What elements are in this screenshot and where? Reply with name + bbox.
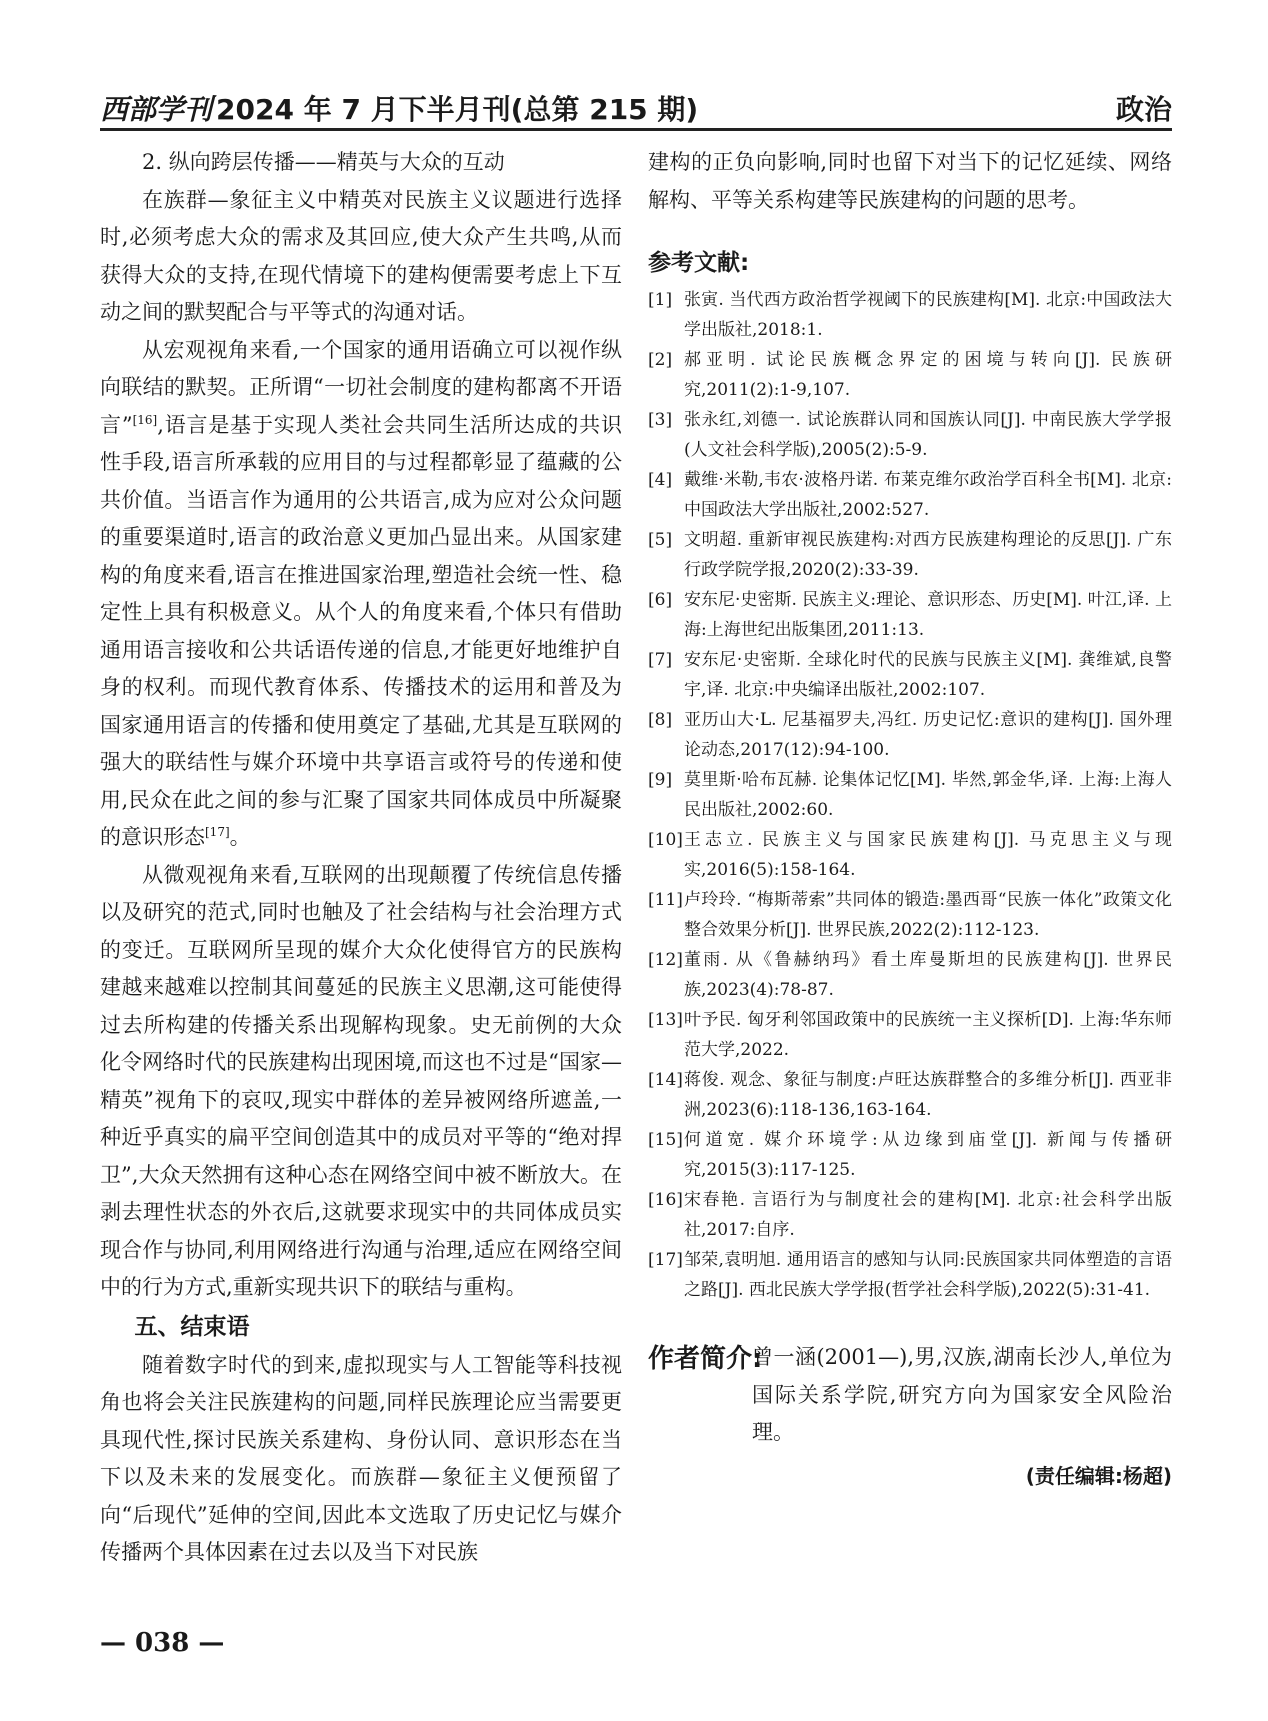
reference-number: [6] bbox=[648, 590, 673, 610]
reference-item bbox=[648, 945, 1172, 1005]
reference-number: [5] bbox=[648, 530, 673, 550]
reference-number: [16] bbox=[648, 1190, 683, 1210]
reference-text: 叶予民. 匈牙利邻国政策中的民族统一主义探析[D]. 上海:华东师范大学,2022. bbox=[684, 1010, 1172, 1060]
author-text: 曾一涵(2001—),男,汉族,湖南长沙人,单位为国际关系学院,研究方向为国家安全风险治理。 bbox=[752, 1345, 1172, 1444]
reference-item bbox=[648, 285, 1172, 345]
reference-item bbox=[648, 1125, 1172, 1185]
issue-info: 2024 年 7 月下半月刊(总第 215 期) bbox=[216, 93, 699, 126]
journal-logo: 西部学刊 bbox=[100, 93, 213, 126]
paragraph bbox=[100, 332, 622, 857]
reference-item bbox=[648, 1065, 1172, 1125]
reference-text: 安东尼·史密斯. 全球化时代的民族与民族主义[M]. 龚维斌,良警宇,译. 北京:中央编译出版社,2002:107. bbox=[684, 650, 1172, 700]
reference-number: [3] bbox=[648, 410, 673, 430]
reference-number: [11] bbox=[648, 890, 683, 910]
reference-number: [15] bbox=[648, 1130, 683, 1150]
paragraph-text: 。 bbox=[229, 825, 251, 849]
reference-text: 郝亚明. 试论民族概念界定的困境与转向[J]. 民族研究,2011(2):1-9,107. bbox=[684, 350, 1172, 400]
reference-text: 蒋俊. 观念、象征与制度:卢旺达族群整合的多维分析[J]. 西亚非洲,2023(6):118-136,163-164. bbox=[684, 1070, 1172, 1120]
reference-item bbox=[648, 825, 1172, 885]
reference-number: [1] bbox=[648, 290, 673, 310]
reference-text: 王志立. 民族主义与国家民族建构[J]. 马克思主义与现实,2016(5):158-164. bbox=[684, 830, 1172, 880]
reference-item bbox=[648, 885, 1172, 945]
author-label: 作者简介: bbox=[648, 1344, 763, 1374]
citation: [17] bbox=[205, 825, 230, 839]
reference-text: 何道宽. 媒介环境学:从边缘到庙堂[J]. 新闻与传播研究,2015(3):117-125. bbox=[684, 1130, 1172, 1180]
reference-number: [8] bbox=[648, 710, 673, 730]
reference-number: [12] bbox=[648, 950, 683, 970]
paragraph-text: ,语言是基于实现人类社会共同生活所达成的共识性手段,语言所承载的应用目的与过程都彰显了蕴藏的公共价值。当语言作为通用的公共语言,成为应对公众问题的重要渠道时,语言的政治意义更加凸显出来。从国家建构的角度来看,语言在推进国家治理,塑造社会统一性、稳定性上具有积极意义。从个人的角度来看,个体只有借助通用语言接收和公共话语传递的信息,才能更好地维护自身的权利。而现代教育体系、传播技术的运用和普及为国家通用语言的传播和使用奠定了基础,尤其是互联网的强大的联结性与媒介环境中共享语言或符号的传递和使用,民众在此之间的参与汇聚了国家共同体成员中所凝聚的意识形态 bbox=[100, 412, 622, 849]
subheading: 2. 纵向跨层传播——精英与大众的互动 bbox=[142, 150, 505, 174]
citation: [16] bbox=[132, 412, 158, 427]
reference-text: 戴维·米勒,韦农·波格丹诺. 布莱克维尔政治学百科全书[M]. 北京:中国政法大学出版社,2002:527. bbox=[684, 470, 1172, 520]
reference-text: 亚历山大·L. 尼基福罗夫,冯红. 历史记忆:意识的建构[J]. 国外理论动态,2017(12):94-100. bbox=[684, 710, 1172, 760]
reference-item bbox=[648, 345, 1172, 405]
reference-number: [13] bbox=[648, 1010, 683, 1030]
reference-text: 文明超. 重新审视民族建构:对西方民族建构理论的反思[J]. 广东行政学院学报,2020(2):33-39. bbox=[684, 530, 1172, 580]
masthead bbox=[100, 88, 698, 128]
reference-text: 张寅. 当代西方政治哲学视阈下的民族建构[M]. 北京:中国政法大学出版社,2018:1. bbox=[684, 290, 1172, 340]
section-label: 政治 bbox=[1115, 93, 1172, 126]
responsible-editor: (责任编辑:杨超) bbox=[1025, 1463, 1172, 1488]
reference-item bbox=[648, 705, 1172, 765]
reference-item bbox=[648, 525, 1172, 585]
paragraph: 在族群—象征主义中精英对民族主义议题进行选择时,必须考虑大众的需求及其回应,使大众产生共鸣,从而获得大众的支持,在现代情境下的建构便需要考虑上下互动之间的默契配合与平等式的沟通对话。 bbox=[100, 187, 622, 324]
reference-item bbox=[648, 405, 1172, 465]
reference-number: [14] bbox=[648, 1070, 683, 1090]
reference-number: [4] bbox=[648, 470, 673, 490]
header-rule bbox=[100, 128, 1172, 131]
reference-text: 张永红,刘德一. 试论族群认同和国族认同[J]. 中南民族大学学报(人文社会科学版),2005(2):5-9. bbox=[684, 410, 1172, 460]
reference-number: [9] bbox=[648, 770, 673, 790]
reference-number: [2] bbox=[648, 350, 673, 370]
reference-number: [10] bbox=[648, 830, 683, 850]
reference-item bbox=[648, 465, 1172, 525]
paragraph: 随着数字时代的到来,虚拟现实与人工智能等科技视角也将会关注民族建构的问题,同样民族理论应当需要更具现代性,探讨民族关系建构、身份认同、意识形态在当下以及未来的发展变化。而族群—象征主义便预留了向“后现代”延伸的空间,因此本文选取了历史记忆与媒介传播两个具体因素在过去以及当下对民族 bbox=[100, 1352, 622, 1564]
reference-number: [7] bbox=[648, 650, 673, 670]
reference-item bbox=[648, 1005, 1172, 1065]
section-heading: 五、结束语 bbox=[134, 1313, 250, 1340]
reference-text: 邹荣,袁明旭. 通用语言的感知与认同:民族国家共同体塑造的言语之路[J]. 西北民族大学学报(哲学社会科学版),2022(5):31-41. bbox=[684, 1250, 1172, 1300]
paragraph-text: 从宏观视角来看,一个国家的通用语确立可以视作纵向联结的默契。正所谓“一切社会制度的建构都离不开语言” bbox=[100, 337, 622, 437]
reference-text: 莫里斯·哈布瓦赫. 论集体记忆[M]. 毕然,郭金华,译. 上海:上海人民出版社,2002:60. bbox=[684, 770, 1172, 820]
reference-number: [17] bbox=[648, 1250, 683, 1270]
reference-item bbox=[648, 765, 1172, 825]
reference-text: 安东尼·史密斯. 民族主义:理论、意识形态、历史[M]. 叶江,译. 上海:上海世纪出版集团,2011:13. bbox=[684, 590, 1172, 640]
reference-item bbox=[648, 645, 1172, 705]
page-header bbox=[100, 86, 1172, 126]
left-column bbox=[100, 144, 622, 1572]
reference-text: 卢玲玲. “梅斯蒂索”共同体的锻造:墨西哥“民族一体化”政策文化整合效果分析[J]. 世界民族,2022(2):112-123. bbox=[684, 890, 1172, 940]
reference-list bbox=[648, 285, 1172, 1305]
right-column bbox=[648, 144, 1172, 1495]
reference-text: 董雨. 从《鲁赫纳玛》看土库曼斯坦的民族建构[J]. 世界民族,2023(4):78-87. bbox=[684, 950, 1172, 1000]
reference-text: 宋春艳. 言语行为与制度社会的建构[M]. 北京:社会科学出版社,2017:自序. bbox=[684, 1190, 1172, 1240]
paragraph: 从微观视角来看,互联网的出现颠覆了传统信息传播以及研究的范式,同时也触及了社会结构与社会治理方式的变迁。互联网所呈现的媒介大众化使得官方的民族构建越来越难以控制其间蔓延的民族主义思潮,这可能使得过去所构建的传播关系出现解构现象。史无前例的大众化令网络时代的民族建构出现困境,而这也不过是“国家—精英”视角下的哀叹,现实中群体的差异被网络所遮盖,一种近乎真实的扁平空间创造其中的成员对平等的“绝对捍卫”,大众天然拥有这种心态在网络空间中被不断放大。在剥去理性状态的外衣后,这就要求现实中的共同体成员实现合作与协同,利用网络进行沟通与治理,适应在网络空间中的行为方式,重新实现共识下的联结与重构。 bbox=[100, 862, 622, 1299]
reference-item bbox=[648, 1185, 1172, 1245]
references-title: 参考文献: bbox=[648, 250, 750, 276]
page-number: — 038 — bbox=[100, 1628, 225, 1658]
reference-item bbox=[648, 1245, 1172, 1305]
paragraph-continued: 建构的正负向影响,同时也留下对当下的记忆延续、网络解构、平等关系构建等民族建构的问题的思考。 bbox=[648, 150, 1172, 212]
author-bio bbox=[648, 1339, 1172, 1452]
reference-item bbox=[648, 585, 1172, 645]
